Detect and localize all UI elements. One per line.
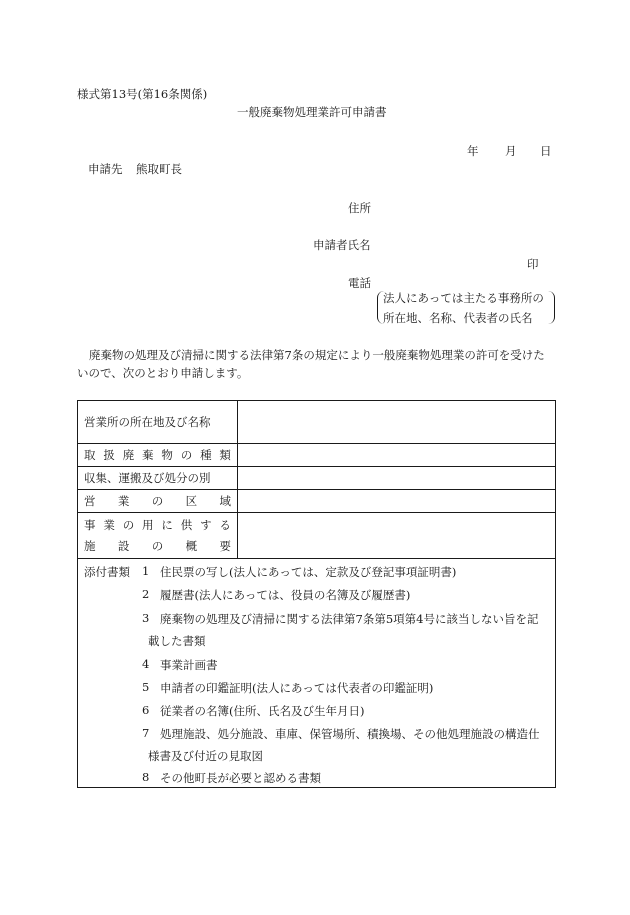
label-char: る	[219, 517, 231, 532]
attachment-number: 4	[142, 657, 150, 671]
label-char: 業	[117, 494, 130, 508]
table-row	[78, 401, 556, 444]
label-char: 類	[219, 448, 231, 462]
intro-paragraph: 廃棄物の処理及び清掃に関する法律第7条の規定により一般廃棄物処理業の許可を受けたいので、次のとおり申請します。	[77, 348, 545, 380]
label-char: 営	[84, 494, 96, 508]
label-char: の	[180, 448, 193, 462]
label-char: の	[122, 517, 135, 532]
attachment-text: 従業者の名簿(住所、氏名及び生年月日)	[160, 704, 365, 718]
label-char: 域	[219, 494, 231, 508]
waste-type-label	[78, 444, 238, 467]
label-char: 取	[84, 448, 96, 462]
facility-outline-label	[78, 513, 238, 559]
label-char: 用	[142, 517, 154, 532]
document-title: 一般廃棄物処理業許可申請書	[237, 105, 387, 119]
office-location-field[interactable]	[238, 401, 556, 444]
destination-value: 熊取町長	[136, 162, 182, 176]
attachment-text: その他町長が必要と認める書類	[160, 771, 321, 785]
table-row	[78, 444, 556, 467]
seal-mark: 印	[527, 257, 539, 271]
date-month-label: 月	[505, 144, 517, 158]
label-char: 供	[180, 517, 193, 532]
collection-type-field[interactable]	[238, 467, 556, 490]
label-char: す	[200, 517, 212, 532]
waste-type-field[interactable]	[238, 444, 556, 467]
facility-outline-field[interactable]	[238, 513, 556, 559]
corporate-note-line1: 法人にあっては主たる事務所の	[383, 291, 544, 305]
attachment-number: 7	[142, 726, 150, 740]
label-char: 種	[200, 448, 212, 462]
corporate-note-line2: 所在地、名称、代表者の氏名	[383, 311, 533, 325]
attachment-text: 処理施設、処分施設、車庫、保管場所、積換場、その他処理施設の構造仕	[160, 727, 540, 741]
business-area-field[interactable]	[238, 490, 556, 513]
attachment-text: 事業計画書	[160, 658, 218, 672]
label-char: 区	[185, 494, 198, 508]
attachment-number: 2	[142, 587, 150, 601]
table-row	[78, 467, 556, 490]
destination-label: 申請先	[88, 162, 123, 176]
label-char: 廃	[122, 448, 135, 462]
waste-type-text	[84, 447, 237, 463]
business-area-label	[78, 490, 238, 513]
label-char: 棄	[142, 448, 154, 462]
label-char: の	[151, 538, 164, 553]
date-year-label: 年	[467, 144, 479, 158]
applicant-name-label: 申請者氏名	[313, 238, 371, 252]
attachment-text-continued: 載した書類	[148, 634, 206, 648]
table-row	[78, 490, 556, 513]
label-char: 業	[103, 517, 115, 532]
attachment-text: 申請者の印鑑証明(法人にあっては代表者の印鑑証明)	[160, 681, 434, 695]
facility-outline-line2	[84, 536, 237, 557]
table-row	[78, 513, 556, 559]
attachment-number: 5	[142, 680, 150, 694]
attachments-label: 添付書類	[84, 565, 130, 579]
attachment-number: 3	[142, 611, 150, 625]
attachments-cell	[78, 559, 556, 788]
table-row	[78, 559, 556, 788]
label-char: 概	[185, 538, 198, 553]
date-day-label: 日	[540, 144, 552, 158]
applicant-address-label: 住所	[348, 201, 371, 215]
collection-type-label: 収集、運搬及び処分の別	[78, 467, 238, 490]
label-char: 扱	[103, 448, 115, 462]
attachment-number: 8	[142, 770, 150, 784]
label-char: 物	[161, 448, 173, 462]
applicant-phone-label: 電話	[348, 276, 371, 290]
label-char: 施	[84, 538, 96, 553]
facility-outline-line1	[84, 515, 237, 536]
office-location-label: 営業所の所在地及び名称	[78, 401, 238, 444]
attachment-number: 6	[142, 703, 150, 717]
attachment-text-continued: 様書及び付近の見取図	[148, 749, 263, 763]
label-char: の	[151, 494, 164, 508]
label-char: 要	[219, 538, 231, 553]
label-char: 設	[117, 538, 130, 553]
label-char: 事	[84, 517, 96, 532]
business-area-text	[84, 493, 237, 509]
form-number: 様式第13号(第16条関係)	[77, 87, 208, 101]
application-table	[77, 400, 556, 788]
attachment-text: 住民票の写し(法人にあっては、定款及び登記事項証明書)	[160, 565, 457, 579]
attachment-text: 廃棄物の処理及び清掃に関する法律第7条第5項第4号に該当しない旨を記	[160, 612, 539, 626]
label-char: に	[161, 517, 173, 532]
attachment-text: 履歴書(法人にあっては、役員の名簿及び履歴書)	[160, 588, 411, 602]
attachments-list	[78, 559, 555, 787]
attachment-number: 1	[142, 564, 150, 578]
